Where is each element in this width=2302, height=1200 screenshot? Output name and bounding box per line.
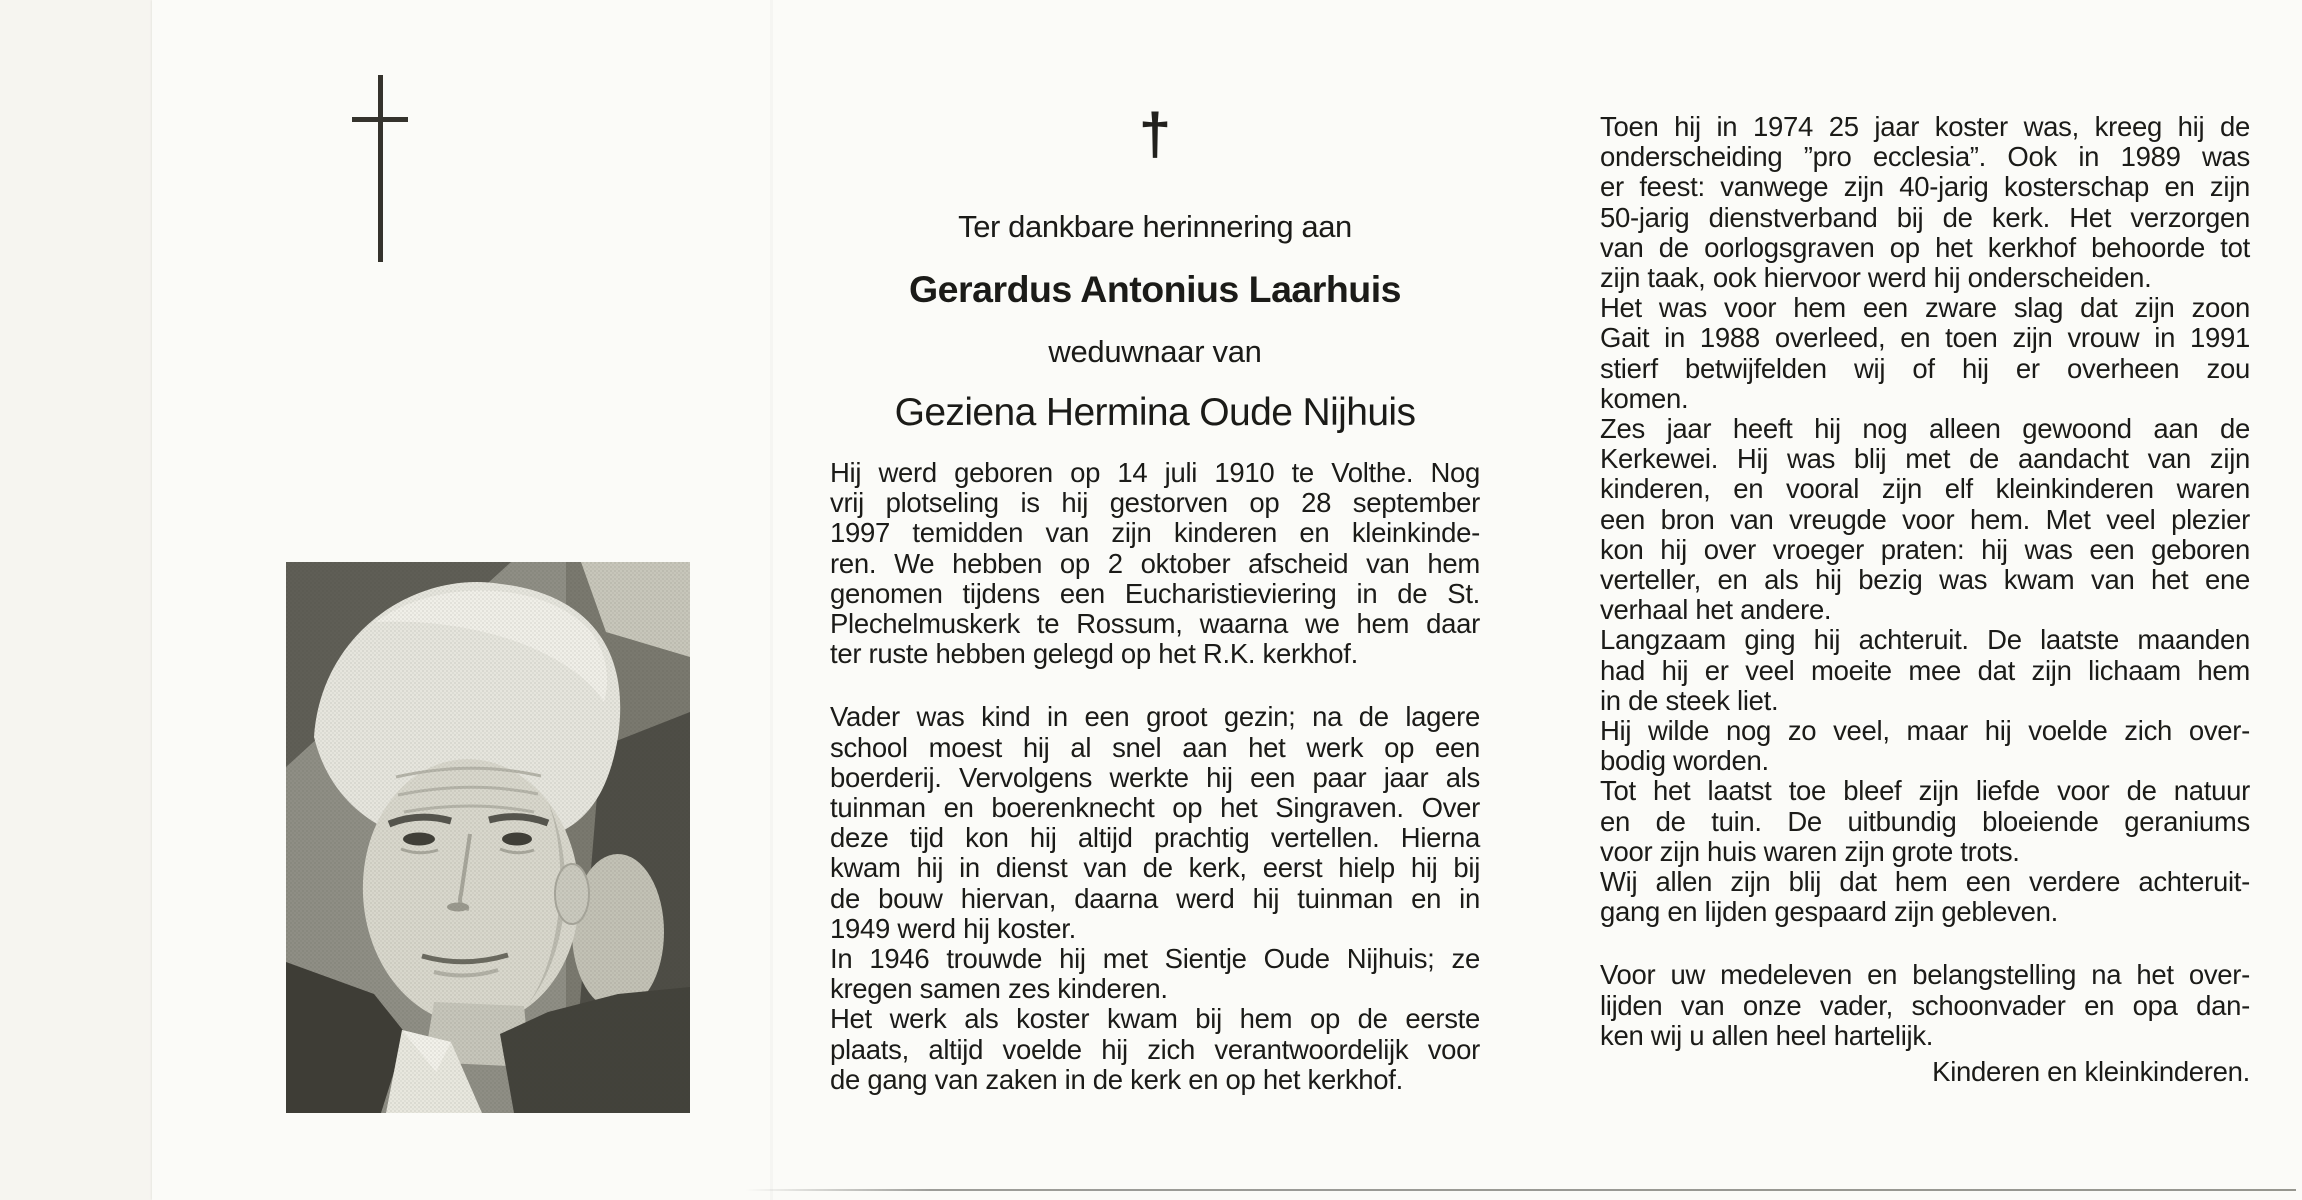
paragraph <box>830 702 1480 944</box>
text-line: in de steek liet. <box>1600 684 1779 716</box>
portrait-photo <box>286 562 690 1113</box>
text-line: ter ruste hebben gelegd op het R.K. kerkhof. <box>830 638 1358 670</box>
text-line: ken wij u allen heel hartelijk. <box>1600 1019 1934 1051</box>
text-line: vrij plotseling is hij gestorven op 28 september <box>830 487 1480 519</box>
paragraph <box>830 1004 1480 1095</box>
text-line: Gait in 1988 overleed, en toen zijn vrouw in 1991 <box>1600 322 2250 354</box>
intro-line: Ter dankbare herinnering aan <box>958 209 1352 244</box>
text-line: kwam hij in dienst van de kerk, eerst hielp hij bij <box>830 852 1480 884</box>
text-line: plaats, altijd voelde hij zich verantwoordelijk voor <box>830 1033 1480 1065</box>
text-line: er feest: vanwege zijn 40-jarig kosterschap en zijn <box>1600 171 2250 203</box>
text-line: gang en lijden gespaard zijn gebleven. <box>1600 896 2058 928</box>
middle-body-text <box>830 458 1480 1095</box>
text-line: kregen samen zes kinderen. <box>830 973 1168 1005</box>
text-block <box>830 458 1480 669</box>
paragraph <box>1600 625 2250 716</box>
text-line: Kerkewei. Hij was blij met de aandacht van zijn <box>1600 443 2250 475</box>
text-line: Het werk als koster kwam bij hem op de eerste <box>830 1003 1480 1035</box>
text-line: Voor uw medeleven en belangstelling na het over- <box>1600 959 2250 991</box>
cross-vertical-bar <box>378 75 383 262</box>
text-line: Het was voor hem een zware slag dat zijn zoon <box>1600 292 2250 324</box>
paragraph <box>1600 112 2250 293</box>
paragraph <box>830 944 1480 1004</box>
text-line: onderscheiding ”pro ecclesia”. Ook in 1989 was <box>1600 141 2250 173</box>
text-line: en de tuin. De uitbundig bloeiende geraniums <box>1600 805 2250 837</box>
text-line: Plechelmuskerk te Rossum, waarna we hem daar <box>830 608 1480 640</box>
spouse-name: Geziena Hermina Oude Nijhuis <box>894 391 1416 434</box>
right-body-text <box>1600 112 2250 1051</box>
text-line: 50-jarig dienstverband bij de kerk. Het verzorgen <box>1600 201 2250 233</box>
text-line: kinderen, en vooral zijn elf kleinkinderen waren <box>1600 473 2250 505</box>
text-line: Langzaam ging hij achteruit. De laatste maanden <box>1600 624 2250 656</box>
text-line: verteller, en als hij bezig was kwam van het ene <box>1600 564 2250 596</box>
paragraph <box>1600 776 2250 867</box>
text-line: tuinman en boerenknecht op het Singraven. Over <box>830 792 1480 824</box>
text-line: 1949 werd hij koster. <box>830 912 1076 944</box>
portrait-photo-graphic <box>286 562 690 1113</box>
dagger-cross-icon: † <box>1138 102 1172 167</box>
text-line: Zes jaar heeft hij nog alleen gewoond aan de <box>1600 413 2250 445</box>
text-block <box>1600 112 2250 927</box>
text-line: bodig worden. <box>1600 745 1769 777</box>
text-line: van de oorlogsgraven op het kerkhof behoorde tot <box>1600 231 2250 263</box>
paragraph <box>1600 414 2250 625</box>
signature-line: Kinderen en kleinkinderen. <box>1932 1056 2250 1088</box>
text-line: stierf betwijfelden wij of hij er overheen zou <box>1600 352 2250 384</box>
text-line: de gang van zaken in de kerk en op het kerkhof. <box>830 1063 1403 1095</box>
text-line: Hij wilde nog zo veel, maar hij voelde zich over- <box>1600 715 2250 747</box>
text-line: een bron van vreugde voor hem. Met veel plezier <box>1600 503 2250 535</box>
text-line: genomen tijdens een Eucharistieviering in de St. <box>830 577 1480 609</box>
text-line: lijden van onze vader, schoonvader en opa dan- <box>1600 989 2250 1021</box>
deceased-name: Gerardus Antonius Laarhuis <box>909 268 1401 310</box>
text-line: Hij werd geboren op 14 juli 1910 te Volthe. Nog <box>830 457 1480 488</box>
text-block <box>830 702 1480 1095</box>
text-line: voor zijn huis waren zijn grote trots. <box>1600 835 2020 867</box>
text-line: Wij allen zijn blij dat hem een verdere achteruit- <box>1600 866 2250 898</box>
text-line: zijn taak, ook hiervoor werd hij onderscheiden. <box>1600 262 2152 294</box>
text-line: Toen hij in 1974 25 jaar koster was, kreeg hij de <box>1600 111 2250 142</box>
paragraph <box>1600 960 2250 1051</box>
text-line: de bouw hiervan, daarna werd hij tuinman en in <box>830 882 1480 914</box>
text-line: deze tijd kon hij altijd prachtig vertellen. Hierna <box>830 822 1480 854</box>
card-fold-line <box>770 0 773 1200</box>
text-block <box>1600 960 2250 1051</box>
text-line: 1997 temidden van zijn kinderen en kleinkinde- <box>830 517 1480 549</box>
right-column <box>1600 112 2250 1087</box>
cross-horizontal-bar <box>352 117 408 122</box>
text-line: In 1946 trouwde hij met Sientje Oude Nijhuis; ze <box>830 943 1480 975</box>
text-line: had hij er veel moeite mee dat zijn lichaam hem <box>1600 654 2250 686</box>
paragraph <box>1600 716 2250 776</box>
paragraph <box>830 458 1480 669</box>
text-line: kon hij over vroeger praten: hij was een geboren <box>1600 533 2250 565</box>
text-line: school moest hij al snel aan het werk op een <box>830 731 1480 763</box>
text-line: verhaal het andere. <box>1600 594 1832 626</box>
paragraph <box>1600 293 2250 414</box>
text-line: komen. <box>1600 382 1689 414</box>
text-line: boerderij. Vervolgens werkte hij een paar jaar als <box>830 761 1480 793</box>
relation-line: weduwnaar van <box>1048 334 1262 369</box>
card-bottom-edge <box>745 1189 2296 1191</box>
text-line: Tot het laatst toe bleef zijn liefde voor de natuur <box>1600 775 2250 807</box>
paragraph <box>1600 867 2250 927</box>
text-line: ren. We hebben op 2 oktober afscheid van hem <box>830 547 1480 579</box>
text-line: Vader was kind in een groot gezin; na de lagere <box>830 701 1480 733</box>
memorial-cross-icon <box>352 75 408 265</box>
